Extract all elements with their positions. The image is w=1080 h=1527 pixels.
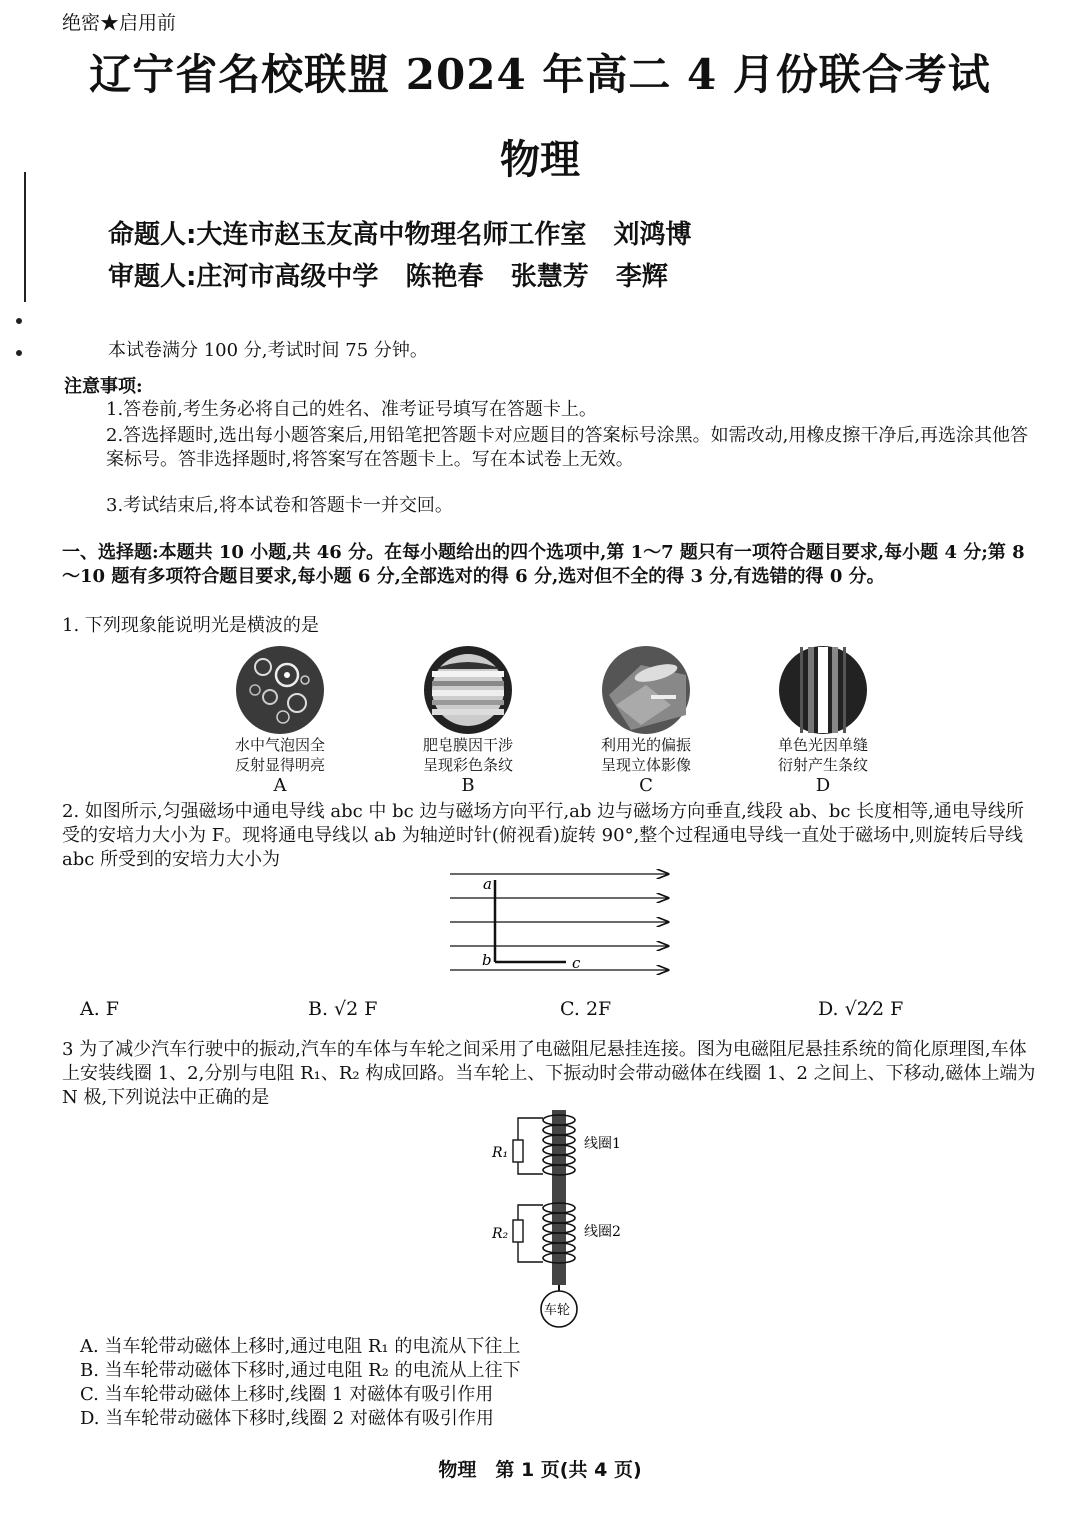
label-wheel: 车轮 (544, 1303, 571, 1318)
option-c-letter: C (639, 775, 653, 796)
label-coil1: 线圈1 (584, 1136, 621, 1152)
q3-option-c: C. 当车轮带动磁体上移时,线圈 1 对磁体有吸引作用 (80, 1384, 494, 1405)
exam-intro: 本试卷满分 100 分,考试时间 75 分钟。 (108, 340, 428, 361)
polarization-photo (601, 645, 691, 735)
q2-option-c: C. 2F (560, 998, 612, 1020)
subject-title: 物理 (500, 137, 580, 183)
q3-option-d: D. 当车轮带动磁体下移时,线圈 2 对磁体有吸引作用 (80, 1408, 494, 1429)
question-3-stem: 3 为了减少汽车行驶中的振动,汽车的车体与车轮之间采用了电磁阻尼悬挂连接。图为电磁阻尼悬挂系统的简化原理图,车体上安装线圈 1、2,分别与电阻 R₁、R₂ 构成回路。当车轮上、下振动时会带动磁体在线圈 1、2 之间上、下移动,磁体上端为 N 极,下列说法中正确的是 (62, 1039, 1036, 1108)
single-slit-photo (778, 645, 868, 735)
label-r1: R₁ (492, 1145, 509, 1161)
q2-option-a: A. F (80, 998, 119, 1020)
magnetic-field-diagram (440, 862, 680, 980)
option-a-caption: 水中气泡因全 反射显得明亮 (234, 736, 325, 774)
option-d-letter: D (815, 775, 831, 796)
question-1-stem: 1. 下列现象能说明光是横波的是 (62, 615, 319, 636)
binding-margin-dot (16, 318, 22, 324)
label-r2: R₂ (492, 1226, 509, 1242)
label-coil2: 线圈2 (584, 1224, 621, 1240)
option-c-caption: 利用光的偏振 呈现立体影像 (600, 736, 691, 774)
confidential-mark: 绝密★启用前 (62, 12, 177, 34)
binding-margin-line (24, 172, 26, 302)
soap-film-photo (423, 645, 513, 735)
section-one-instructions: 一、选择题:本题共 10 小题,共 46 分。在每小题给出的四个选项中,第 1～7 题只有一项符合题目要求,每小题 4 分;第 8～10 题有多项符合题目要求,每小题 6 分,全部选对的得 6 分,选对但不全的得 3 分,有选错的得 0 分。 (62, 542, 1025, 587)
question-2-stem: 2. 如图所示,匀强磁场中通电导线 abc 中 bc 边与磁场方向平行,ab 边与磁场方向垂直,线段 ab、bc 长度相等,通电导线所受的安培力大小为 F。现将通电导线以 ab 为轴逆时针(俯视看)旋转 90°,整个过程通电导线一直处于磁场中,则旋转后导线 abc 所受到的安培力大小为 (62, 801, 1024, 870)
note-item: 2.答选择题时,选出每小题答案后,用铅笔把答题卡对应题目的答案标号涂黑。如需改动,用橡皮擦干净后,再选涂其他答案标号。答非选择题时,将答案写在答题卡上。写在本试卷上无效。 (106, 425, 1029, 470)
electromagnetic-damping-diagram (480, 1110, 670, 1330)
author-line: 命题人:大连市赵玉友高中物理名师工作室 刘鸿博 (108, 220, 692, 250)
reviewer-line: 审题人:庄河市高级中学 陈艳春 张慧芳 李辉 (108, 262, 668, 292)
label-c: c (572, 954, 581, 972)
label-a: a (483, 875, 492, 893)
option-a-letter: A (273, 775, 287, 796)
q2-option-d: D. √2⁄2 F (818, 998, 904, 1020)
page-footer: 物理 第 1 页(共 4 页) (438, 1459, 642, 1481)
note-item: 3.考试结束后,将本试卷和答题卡一并交回。 (106, 495, 453, 516)
notes-heading: 注意事项: (64, 376, 143, 397)
label-b: b (482, 951, 492, 969)
exam-title: 辽宁省名校联盟 2024 年高二 4 月份联合考试 (89, 50, 991, 99)
q3-option-b: B. 当车轮带动磁体下移时,通过电阻 R₂ 的电流从上往下 (80, 1360, 521, 1381)
bubbles-photo (235, 645, 325, 735)
binding-margin-dot (16, 350, 22, 356)
note-item: 1.答卷前,考生务必将自己的姓名、准考证号填写在答题卡上。 (106, 399, 597, 420)
option-b-letter: B (461, 775, 475, 796)
option-d-caption: 单色光因单缝 衍射产生条纹 (777, 736, 868, 774)
q3-option-a: A. 当车轮带动磁体上移时,通过电阻 R₁ 的电流从下往上 (80, 1336, 521, 1357)
q2-option-b: B. √2 F (308, 998, 378, 1020)
option-b-caption: 肥皂膜因干涉 呈现彩色条纹 (422, 736, 513, 774)
